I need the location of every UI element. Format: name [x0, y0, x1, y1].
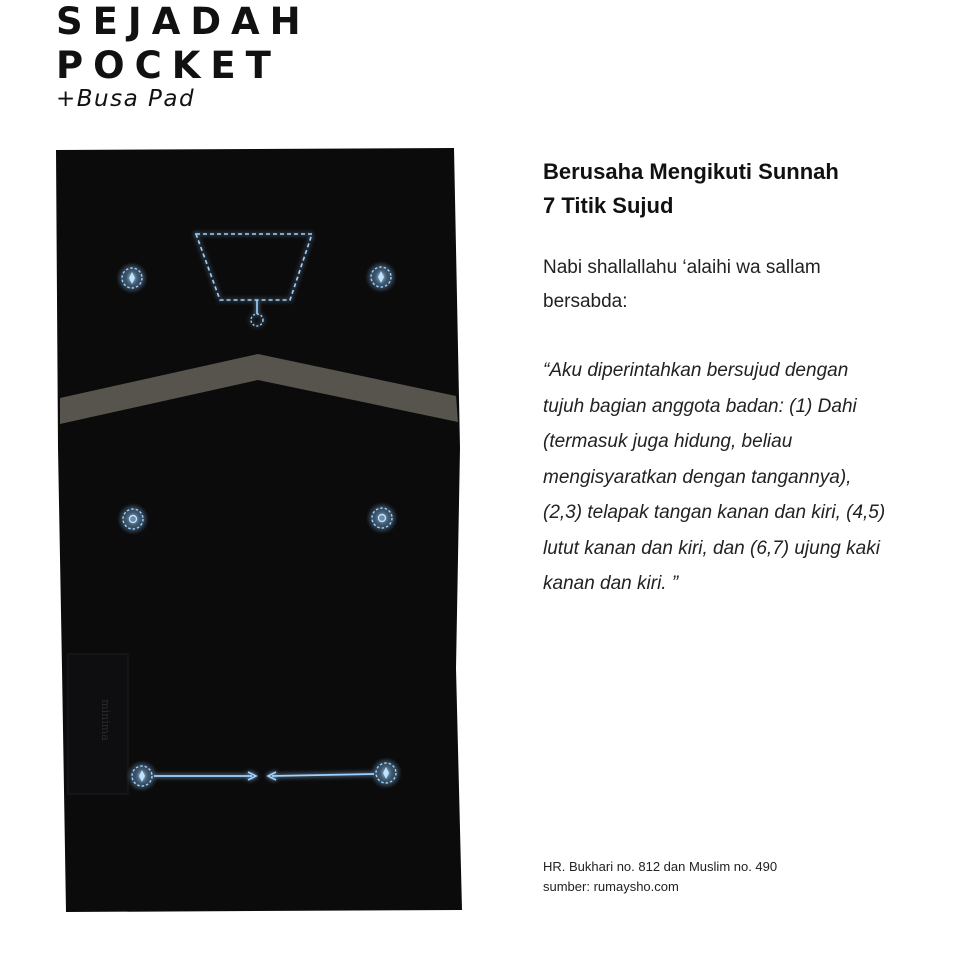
prayer-mat-svg: [56, 148, 466, 914]
info-intro: [543, 251, 943, 319]
quote-line: (2,3) telapak tangan kanan dan kiri, (4,5): [543, 502, 886, 523]
toe-right-point: [370, 757, 402, 789]
hand-right-point: [365, 261, 397, 293]
info-panel: [543, 155, 943, 602]
brand-subtitle: +Busa Pad: [56, 86, 196, 112]
hadith-quote: [543, 353, 943, 602]
brand-title-line-2: POCKET: [56, 44, 281, 87]
quote-line: (termasuk juga hidung, beliau: [543, 431, 793, 452]
toe-left-point: [126, 760, 158, 792]
knee-right-point: [366, 502, 398, 534]
quote-line: “Aku diperintahkan bersujud dengan: [543, 360, 849, 381]
brand-title-line-1: SEJADAH: [56, 0, 311, 43]
info-heading-line-2: 7 Titik Sujud: [543, 193, 674, 218]
knee-left-point: [117, 503, 149, 535]
hand-left-point: [116, 262, 148, 294]
reference-hadith: HR. Bukhari no. 812 dan Muslim no. 490: [543, 859, 778, 874]
quote-line: lutut kanan dan kiri, dan (6,7) ujung kaki: [543, 537, 880, 559]
references: [543, 857, 777, 897]
info-heading-line-1: Berusaha Mengikuti Sunnah: [543, 159, 839, 184]
info-intro-line-2: bersabda:: [543, 291, 628, 312]
info-intro-line-1: Nabi shallallahu ‘alaihi wa sallam: [543, 257, 821, 278]
quote-line: tujuh bagian anggota badan: (1) Dahi: [543, 395, 857, 417]
reference-source: sumber: rumaysho.com: [543, 879, 679, 894]
quote-line: kanan dan kiri. ”: [543, 573, 679, 594]
info-heading: [543, 155, 943, 223]
quote-line: mengisyaratkan dengan tangannya),: [543, 466, 852, 488]
mat-label: minima: [99, 699, 112, 741]
prayer-mat-illustration: [56, 148, 466, 914]
brand-title: [56, 0, 311, 88]
mat-body: [56, 148, 462, 912]
mat-pocket: [68, 654, 128, 794]
